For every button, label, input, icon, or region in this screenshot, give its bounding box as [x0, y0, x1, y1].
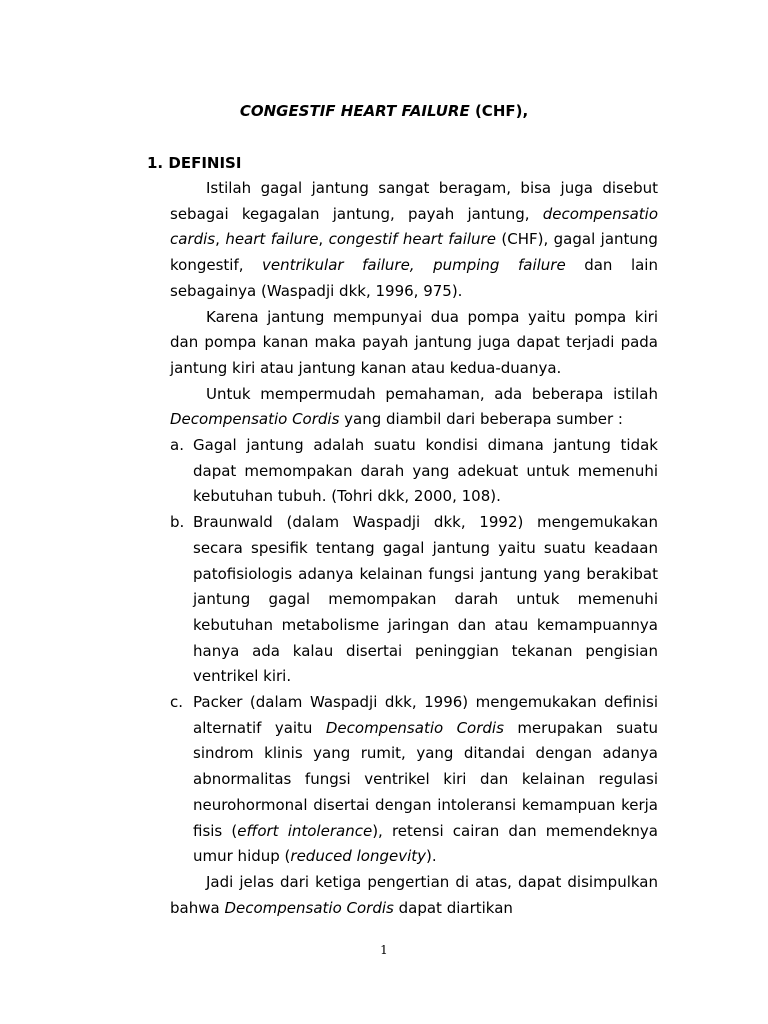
- text-run: Jadi jelas dari ketiga pengertian di atas, dapat disimpulkan bahwa: [170, 872, 658, 917]
- title-rest: (CHF),: [469, 102, 529, 120]
- page-number: 1: [380, 943, 388, 957]
- italic-term: effort intolerance: [237, 821, 373, 840]
- italic-term: Decompensatio Cordis: [170, 410, 340, 429]
- title-italic: CONGESTIF HEART FAILURE: [239, 102, 470, 120]
- paragraph-2: Karena jantung mempunyai dua pompa yaitu pompa kiri dan pompa kanan maka payah jantung juga dapat terjadi pada jantung kiri atau jantung kanan atau kedua-duanya.: [170, 307, 658, 377]
- section-title: DEFINISI: [168, 154, 242, 172]
- section-number: 1.: [147, 154, 164, 172]
- list-item-text: Braunwald (dalam Waspadji dkk, 1992) mengemukakan secara spesifik tentang gagal jantung yaitu suatu keadaan patofisiologis adanya kelainan fungsi jantung yang berakibat jantung gagal memompakan darah untuk memenuhi kebutuhan metabolisme jaringan dan atau kemampuannya hanya ada kalau disertai peninggian tekanan pengisian ventrikel kiri.: [193, 513, 658, 686]
- list-item-text: Gagal jantung adalah suatu kondisi dimana jantung tidak dapat memompakan darah yang adekuat untuk memenuhi kebutuhan tubuh. (Tohri dkk, 2000, 108).: [193, 436, 658, 506]
- italic-term: Decompensatio Cordis: [325, 718, 504, 737]
- document-body: [170, 176, 658, 921]
- italic-term: reduced longevity: [290, 847, 426, 866]
- text-run: dapat diartikan: [393, 898, 513, 917]
- paragraph-3: [170, 382, 658, 433]
- section-heading: [147, 153, 241, 173]
- italic-term: congestif heart failure: [328, 230, 496, 249]
- italic-term: decompensatio cardis: [170, 204, 658, 249]
- document-title: [0, 101, 768, 121]
- text-run: ,: [215, 230, 226, 249]
- list-item-a: [170, 433, 658, 510]
- paragraph-1: [170, 176, 658, 305]
- list-marker: b.: [170, 513, 185, 532]
- text-run: merupakan suatu sindrom klinis yang rumit, yang ditandai dengan adanya abnormalitas fungsi ventrikel kiri dan kelainan regulasi neurohormonal disertai dengan intoleransi kemampuan kerja fisis (: [193, 718, 658, 840]
- text-run: (CHF), gagal jantung kongestif,: [170, 230, 658, 275]
- text-run: Packer (dalam Waspadji dkk, 1996) mengemukakan definisi alternatif yaitu: [193, 693, 658, 737]
- text-run: ,: [318, 230, 329, 249]
- paragraph-4: [170, 870, 658, 921]
- text-run: yang diambil dari beberapa sumber :: [339, 410, 623, 429]
- text-run: Istilah gagal jantung sangat beragam, bisa juga disebut sebagai kegagalan jantung, payah jantung,: [170, 179, 658, 223]
- italic-term: heart failure: [225, 230, 319, 249]
- text-run: ), retensi cairan dan memendeknya umur hidup (: [193, 821, 658, 866]
- list-item-c: [170, 690, 658, 870]
- text-run: dan lain sebagainya (Waspadji dkk, 1996, 975).: [170, 256, 658, 300]
- text-run: ).: [426, 847, 437, 866]
- text-run: Untuk mempermudah pemahaman, ada beberapa istilah: [206, 384, 658, 403]
- italic-term: ventrikular failure, pumping failure: [262, 256, 566, 275]
- list-marker: c.: [170, 693, 184, 712]
- list-item-b: [170, 510, 658, 690]
- definition-list: [170, 433, 658, 870]
- list-marker: a.: [170, 436, 184, 455]
- italic-term: Decompensatio Cordis: [224, 898, 394, 917]
